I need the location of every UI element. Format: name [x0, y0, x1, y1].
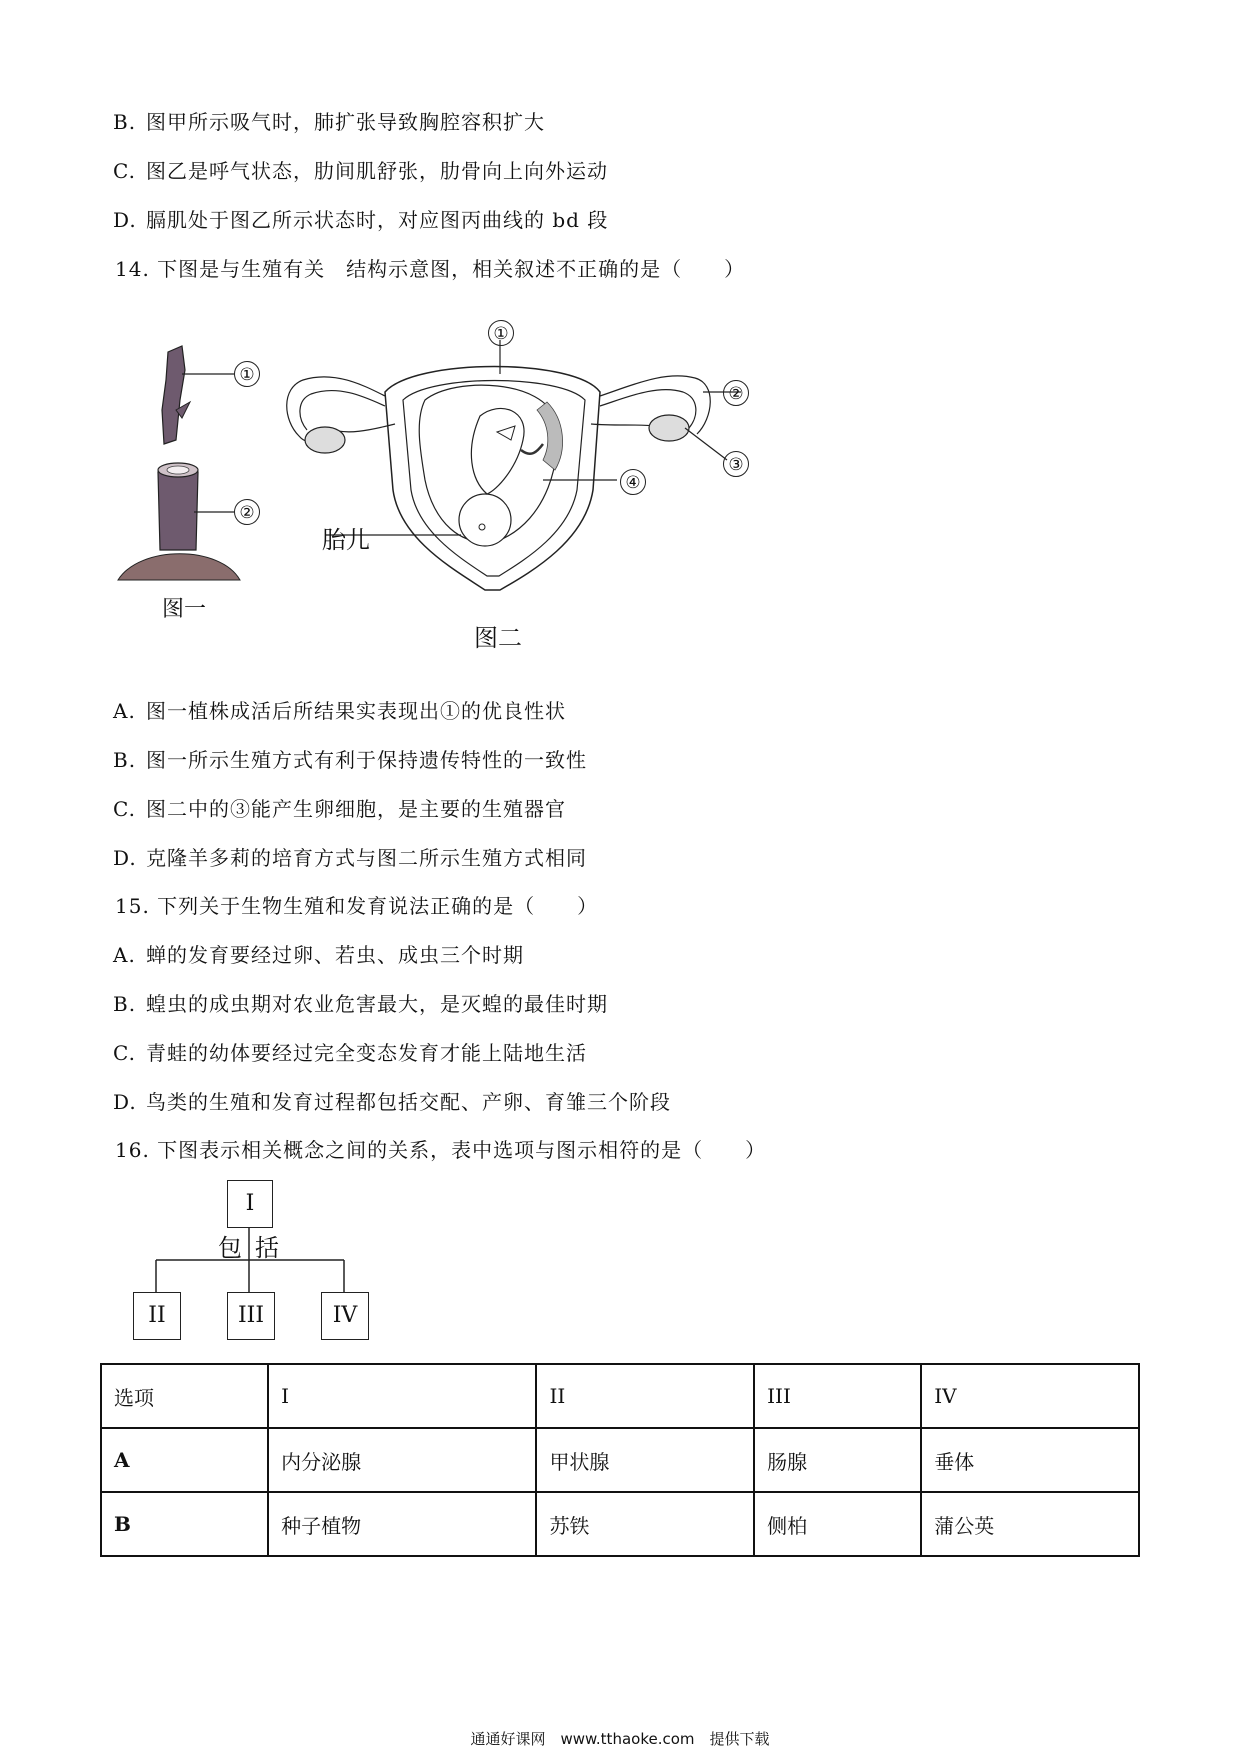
q16-stem: 16. 下图表示相关概念之间的关系，表中选项与图示相符的是（ ） — [115, 1138, 767, 1162]
table-cell: 选项 — [101, 1364, 268, 1428]
option-letter: D. — [113, 1090, 137, 1114]
soil-mound — [118, 554, 240, 580]
tree-word-2: 括 — [255, 1234, 279, 1262]
q15-option-d — [113, 1086, 671, 1115]
option-text: 图甲所示吸气时，肺扩张导致胸腔容积扩大 — [146, 110, 545, 134]
table-cell: B — [101, 1492, 268, 1556]
tree-child-box-1: II — [133, 1292, 181, 1340]
option-letter: A. — [113, 699, 136, 723]
table-cell: I — [268, 1364, 536, 1428]
q14-option-d — [113, 842, 587, 871]
table-cell: 内分泌腺 — [268, 1428, 536, 1492]
option-letter: C. — [113, 1041, 136, 1065]
table-cell: 种子植物 — [268, 1492, 536, 1556]
option-letter: B. — [113, 110, 137, 134]
table-row — [101, 1492, 1139, 1556]
table-cell: 垂体 — [921, 1428, 1139, 1492]
table-cell: 肠腺 — [754, 1428, 921, 1492]
table-cell: 甲状腺 — [536, 1428, 754, 1492]
q14-stem: 14. 下图是与生殖有关 结构示意图，相关叙述不正确的是（ ） — [115, 257, 746, 281]
option-letter: D. — [113, 208, 137, 232]
leader-3 — [685, 428, 727, 460]
table-cell: A — [101, 1428, 268, 1492]
q15-option-a — [113, 939, 524, 968]
fetus-head — [459, 494, 511, 546]
marker-oviduct-2: ② — [723, 380, 749, 406]
option-letter: B. — [113, 992, 137, 1016]
q14-option-a — [113, 695, 566, 724]
option-text: 图一所示生殖方式有利于保持遗传特性的一致性 — [146, 748, 587, 772]
right-ovary — [649, 415, 689, 441]
figure-2-uterus — [285, 340, 755, 610]
tree-word-1: 包 — [218, 1234, 242, 1262]
q13-option-c — [113, 155, 608, 184]
option-letter: C. — [113, 159, 136, 183]
marker-uterus-1: ① — [488, 320, 514, 346]
option-text: 图乙是呼气状态，肋间肌舒张，肋骨向上向外运动 — [146, 159, 608, 183]
table-cell: II — [536, 1364, 754, 1428]
table-header-row — [101, 1364, 1139, 1428]
marker-2: ② — [234, 499, 260, 525]
table-row — [101, 1428, 1139, 1492]
option-letter: A. — [113, 943, 136, 967]
tree-child-box-2: III — [227, 1292, 275, 1340]
option-text: 蝉的发育要经过卵、若虫、成虫三个时期 — [146, 943, 524, 967]
table-cell: 侧柏 — [754, 1492, 921, 1556]
option-text: 青蛙的幼体要经过完全变态发育才能上陆地生活 — [146, 1041, 587, 1065]
q13-option-b — [113, 106, 545, 135]
tree-child-box-3: IV — [321, 1292, 369, 1340]
left-ovary — [305, 427, 345, 453]
option-letter: C. — [113, 797, 136, 821]
table-cell: 蒲公英 — [921, 1492, 1139, 1556]
option-text: 膈肌处于图乙所示状态时，对应图丙曲线的 bd 段 — [146, 208, 609, 232]
q14-option-c — [113, 793, 566, 822]
table-cell: 苏铁 — [536, 1492, 754, 1556]
q15-option-c — [113, 1037, 587, 1066]
option-letter: B. — [113, 748, 137, 772]
q15-stem: 15. 下列关于生物生殖和发育说法正确的是（ ） — [115, 894, 599, 918]
q13-option-d — [113, 204, 608, 233]
option-letter: D. — [113, 846, 137, 870]
table-cell: IV — [921, 1364, 1139, 1428]
marker-1: ① — [234, 361, 260, 387]
options-table — [100, 1363, 1140, 1557]
figure-1-grafting — [110, 340, 300, 590]
option-text: 蝗虫的成虫期对农业危害最大，是灭蝗的最佳时期 — [146, 992, 608, 1016]
figure-2-label: 图二 — [474, 624, 522, 652]
tree-root-box: I — [227, 1180, 273, 1228]
marker-ovary-3: ③ — [723, 451, 749, 477]
page-footer: 通通好课网 www.tthaoke.com 提供下载 — [470, 1730, 770, 1748]
table-cell: III — [754, 1364, 921, 1428]
option-text: 克隆羊多莉的培育方式与图二所示生殖方式相同 — [146, 846, 587, 870]
option-text: 鸟类的生殖和发育过程都包括交配、产卵、育雏三个阶段 — [146, 1090, 671, 1114]
fetus-label: 胎儿 — [322, 526, 370, 554]
q15-option-b — [113, 988, 608, 1017]
figure-1-label: 图一 — [162, 597, 207, 622]
option-text: 图二中的③能产生卵细胞，是主要的生殖器官 — [146, 797, 566, 821]
marker-placenta-4: ④ — [620, 469, 646, 495]
option-text: 图一植株成活后所结果实表现出①的优良性状 — [146, 699, 566, 723]
q14-option-b — [113, 744, 587, 773]
scion-shape — [162, 346, 185, 444]
